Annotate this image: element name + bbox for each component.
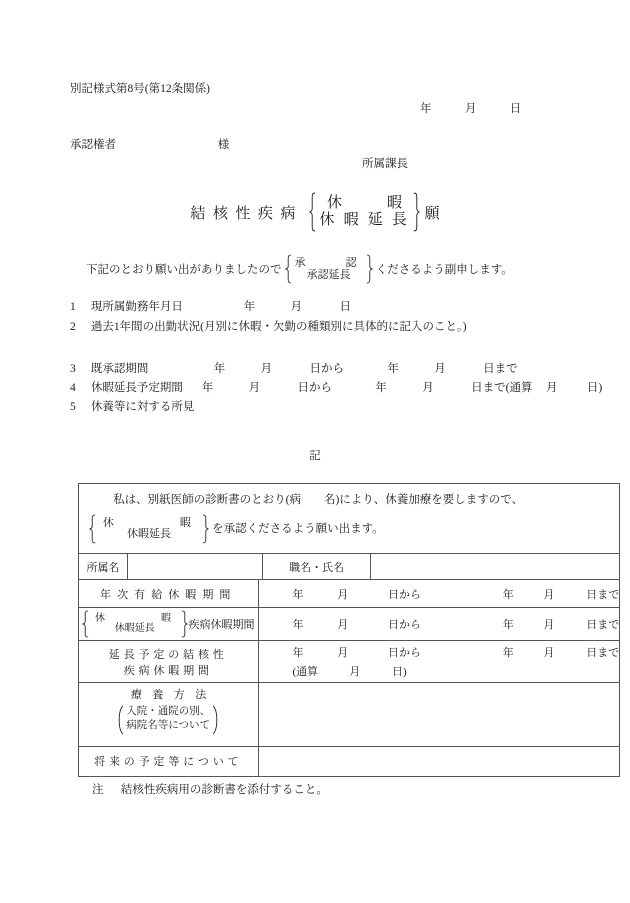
annual-leave-period[interactable] <box>258 580 620 608</box>
list-item <box>70 360 518 376</box>
table-row-sick-leave <box>79 608 620 641</box>
extension-from-day: 日から <box>388 647 421 660</box>
item-to-day: 日まで <box>483 363 518 375</box>
kiji-marker: 記 <box>309 450 321 462</box>
item-total-month: 月 <box>546 382 558 394</box>
future-plan-label: 将来の予定等について <box>79 746 259 776</box>
table-row-future-plan <box>79 746 620 776</box>
item-from-month: 月 <box>260 363 273 375</box>
extension-label <box>79 641 259 683</box>
brace-right-icon <box>202 514 209 544</box>
declaration-line-1: 私は、別紙医師の診断書のとおり(病 名)により、休養加療を要しますので、 <box>113 494 524 506</box>
sub-statement-option-brace <box>285 254 373 284</box>
approver-label: 承認権者 <box>70 139 116 151</box>
title-lead: 結核性疾病 <box>190 205 303 222</box>
declaration-option-brace <box>89 514 209 544</box>
title-option-2: 休 暇 延 長 <box>319 212 410 228</box>
header-date-year: 年 <box>420 103 432 115</box>
page-title <box>0 192 630 232</box>
annual-to-year: 年 <box>502 588 514 601</box>
item-number: 3 <box>70 363 76 375</box>
brace-left-icon <box>285 254 292 284</box>
sub-statement-option-1: 承 認 <box>294 256 363 269</box>
header-date-month: 月 <box>464 103 477 115</box>
item-to-year: 年 <box>387 363 399 375</box>
annual-to-month: 月 <box>543 588 555 601</box>
annual-from-month: 月 <box>337 588 349 601</box>
item-from-day: 日から <box>309 363 344 375</box>
title-option-1: 休 暇 <box>326 195 402 211</box>
organization-label: 所属名 <box>79 554 128 580</box>
sick-from-year: 年 <box>292 619 304 632</box>
item-number: 4 <box>70 382 76 394</box>
sick-from-day: 日から <box>388 619 421 632</box>
care-method-note-line-2: 病院名等について <box>126 720 211 732</box>
sick-leave-period[interactable] <box>258 608 620 641</box>
footnote-text: 結核性疾病用の診断書を添付すること。 <box>120 784 328 796</box>
item-day: 日 <box>339 301 351 313</box>
footnote-mark: 注 <box>92 784 104 796</box>
sub-statement-before: 下記のとおり願い出がありましたので <box>86 264 282 276</box>
care-method-value[interactable] <box>258 683 620 747</box>
paren-right-icon <box>212 705 219 735</box>
extension-from-year: 年 <box>292 647 304 660</box>
item-label: 現所属勤務年月日 <box>90 301 183 313</box>
table-row-annual-leave <box>79 580 620 608</box>
list-item <box>70 298 351 314</box>
extension-total-prefix: (通算 <box>292 666 319 679</box>
extension-to-year: 年 <box>502 647 514 660</box>
organization-value[interactable] <box>127 554 262 580</box>
item-number: 1 <box>70 301 76 313</box>
title-option-brace <box>309 192 419 232</box>
list-item <box>70 379 602 395</box>
extension-to-day: 日まで <box>586 647 620 660</box>
extension-label-line-2: 疾病休暇期間 <box>123 664 213 677</box>
declaration-line-2 <box>89 514 609 544</box>
list-item <box>70 318 467 334</box>
sick-leave-option-brace <box>82 610 188 638</box>
extension-label-line-1: 延長予定の結核性 <box>108 648 228 661</box>
sick-from-month: 月 <box>337 619 349 632</box>
extension-period[interactable] <box>258 641 620 683</box>
declaration-option-2: 休暇延長 <box>127 528 172 541</box>
extension-from-month: 月 <box>337 647 349 660</box>
sick-leave-label <box>79 608 258 640</box>
extension-total-day: 日) <box>392 666 407 679</box>
table-row-extension <box>79 641 620 683</box>
declaration-option-1: 休 暇 <box>102 517 200 530</box>
annual-from-year: 年 <box>292 588 304 601</box>
extension-total-month: 月 <box>349 666 361 679</box>
sub-statement <box>86 254 513 284</box>
item-number: 5 <box>70 401 76 413</box>
sub-statement-option-2: 承認延長 <box>306 268 351 281</box>
title-tail: 願 <box>424 205 440 222</box>
declaration-block <box>79 484 619 553</box>
item-total-day: 日) <box>586 382 603 394</box>
approver-line <box>70 136 229 152</box>
sick-leave-option-1: 休 暇 <box>95 613 178 625</box>
care-method-heading: 療養方法 <box>130 689 217 702</box>
sick-leave-label-cell <box>79 608 259 641</box>
department-head-label: 所属課長 <box>362 158 408 170</box>
sub-statement-after: くださるよう副申します。 <box>375 264 513 276</box>
sick-to-year: 年 <box>502 619 514 632</box>
declaration-line-2-after: を承認くださるよう願い出ます。 <box>212 522 384 535</box>
item-to-month: 月 <box>422 382 434 394</box>
item-year: 年 <box>243 301 256 313</box>
item-to-year: 年 <box>375 382 387 394</box>
item-number: 2 <box>70 321 76 333</box>
item-to-day: 日まで(通算 <box>471 382 533 394</box>
item-from-month: 月 <box>248 382 261 394</box>
sick-to-day: 日まで <box>586 619 620 632</box>
item-from-day: 日から <box>297 382 332 394</box>
application-table <box>78 483 620 777</box>
sick-to-month: 月 <box>543 619 555 632</box>
footnote <box>92 781 328 797</box>
name-label: 職名・氏名 <box>263 554 371 580</box>
paren-left-icon <box>117 705 124 735</box>
brace-left-icon <box>89 514 96 544</box>
sick-leave-period-label: 疾病休暇期間 <box>188 619 255 632</box>
approver-honorific: 様 <box>217 139 230 151</box>
item-from-year: 年 <box>201 382 214 394</box>
header-date-line <box>420 100 521 116</box>
table-row-care-method <box>79 683 620 747</box>
care-method-label-cell <box>79 683 259 747</box>
brace-left-icon <box>82 610 89 638</box>
item-label: 休養等に対する所見 <box>90 401 195 413</box>
table-row-organization <box>79 554 620 580</box>
item-label: 既承認期間 <box>90 363 149 375</box>
extension-to-month: 月 <box>543 647 555 660</box>
annual-leave-label: 年次有給休暇期間 <box>79 580 259 608</box>
brace-right-icon <box>181 610 188 638</box>
sick-leave-option-2: 休暇延長 <box>114 623 155 635</box>
form-code: 別記様式第8号(第12条関係) <box>70 83 210 95</box>
brace-left-icon <box>309 192 316 232</box>
care-method-label <box>79 683 258 746</box>
future-plan-value[interactable] <box>258 746 620 776</box>
annual-from-day: 日から <box>388 588 421 601</box>
name-value[interactable] <box>370 554 619 580</box>
care-method-note-line-1: 入院・通院の別、 <box>126 706 211 718</box>
item-from-year: 年 <box>213 363 226 375</box>
item-label: 休暇延長予定期間 <box>90 382 183 394</box>
care-method-note <box>117 705 219 735</box>
annual-to-day: 日まで <box>586 588 620 601</box>
brace-right-icon <box>413 192 420 232</box>
brace-right-icon <box>366 254 373 284</box>
item-label: 過去1年間の出勤状況(月別に休暇・欠勤の種類別に具体的に記入のこと。) <box>90 321 467 333</box>
item-month: 月 <box>290 301 303 313</box>
table-row-declaration <box>79 484 620 554</box>
header-date-day: 日 <box>509 103 522 115</box>
item-to-month: 月 <box>434 363 446 375</box>
list-item <box>70 398 194 414</box>
